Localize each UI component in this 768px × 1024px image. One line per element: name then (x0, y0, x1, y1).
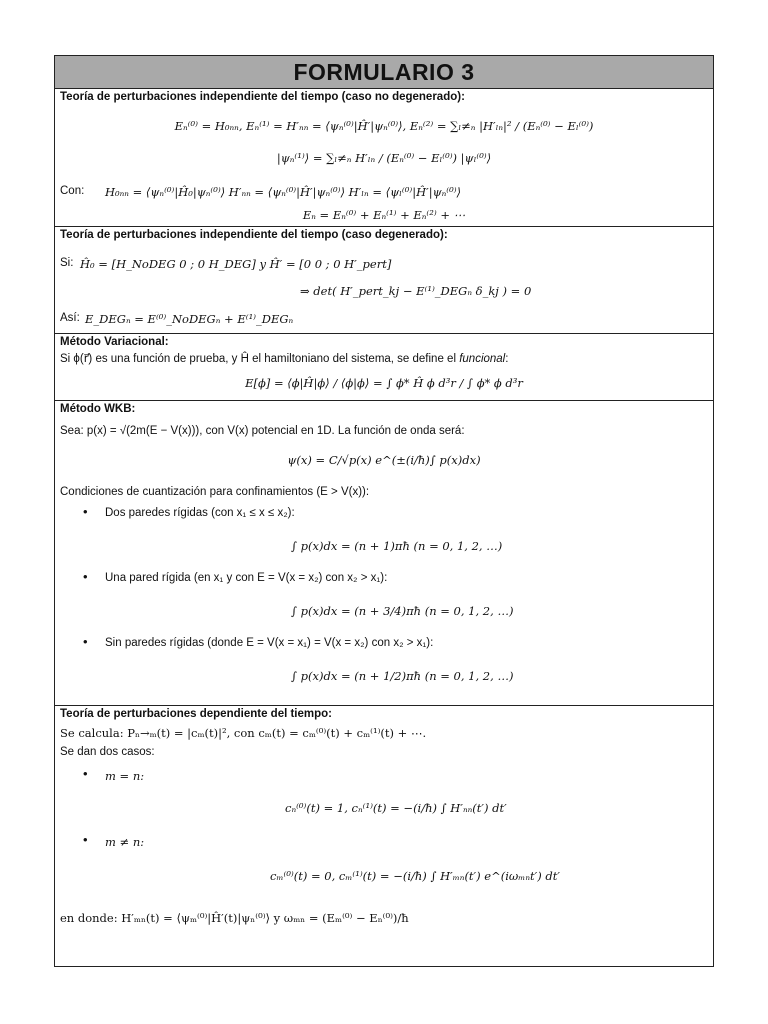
section-time-dependent (55, 706, 713, 966)
case-label: Sin paredes rígidas (donde E = V(x = x₁) = V(x = x₂) con x₂ > x₁): (105, 637, 434, 649)
equation: E[ϕ] = ⟨ϕ|Ĥ|ϕ⟩ / ⟨ϕ|ϕ⟩ = ∫ ϕ* Ĥ ϕ d³r / ∫ ϕ* ϕ d³r (245, 376, 523, 390)
equation: ∫ p(x)dx = (n + 1)πħ (n = 0, 1, 2, …) (291, 539, 503, 553)
bullet-icon: • (83, 832, 88, 847)
quantization-text: Condiciones de cuantización para confinamientos (E > V(x)): (60, 486, 370, 498)
equation: Eₙ = Eₙ⁽⁰⁾ + Eₙ⁽¹⁾ + Eₙ⁽²⁾ + ⋯ (302, 208, 466, 222)
text: : (505, 353, 509, 365)
con-label: Con: (60, 185, 85, 197)
equation: cₙ⁽⁰⁾(t) = 1, cₙ⁽¹⁾(t) = −(i/ħ) ∫ H′ₙₙ(t′) dt′ (285, 801, 507, 815)
wkb-definition: Sea: p(x) = √(2m(E − V(x))), con V(x) potencial en 1D. La función de onda será: (60, 425, 465, 437)
bullet-icon: • (83, 766, 88, 781)
bullet-icon: • (83, 504, 88, 519)
case-label: Una pared rígida (en x₁ y con E = V(x = x₂) con x₂ > x₁): (105, 572, 388, 584)
equation: Ĥ₀ = [H_NoDEG 0 ; 0 H_DEG] y Ĥ′ = [0 0 ; 0 H′_pert] (80, 257, 392, 271)
case-label: m = n: (105, 769, 145, 783)
equation: Se calcula: Pₙ→ₘ(t) = |cₘ(t)|², con cₘ(t) = cₘ⁽⁰⁾(t) + cₘ⁽¹⁾(t) + ⋯. (60, 726, 427, 740)
section-nondegenerate (55, 89, 713, 227)
section-heading: Teoría de perturbaciones dependiente del tiempo: (60, 708, 333, 720)
case-label: m ≠ n: (105, 835, 145, 849)
case-label: Dos paredes rígidas (con x₁ ≤ x ≤ x₂): (105, 507, 295, 519)
section-heading: Teoría de perturbaciones independiente del tiempo (caso no degenerado): (60, 91, 465, 103)
formulario-sheet (54, 55, 714, 967)
equation: E_DEGₙ = E⁽⁰⁾_NoDEGₙ + E⁽¹⁾_DEGₙ (85, 312, 294, 326)
section-heading: Método Variacional: (60, 336, 169, 348)
equation: ψ(x) = C/√p(x) e^(±(i/ħ)∫ p(x)dx) (287, 453, 481, 467)
section-degenerate (55, 227, 713, 334)
text-emphasis: funcional (459, 353, 506, 365)
si-label: Si: (60, 257, 74, 269)
section-variational (55, 334, 713, 401)
equation: Eₙ⁽⁰⁾ = H₀ₙₙ, Eₙ⁽¹⁾ = H′ₙₙ = ⟨ψₙ⁽⁰⁾|Ĥ′|ψₙ⁽⁰⁾⟩, Eₙ⁽²⁾ = ∑ₗ≠ₙ |H′ₗₙ|² / (Eₙ⁽⁰⁾ − Eₗ⁽⁰⁾) (174, 119, 594, 133)
section-heading: Teoría de perturbaciones independiente del tiempo (caso degenerado): (60, 229, 448, 241)
text: Si ϕ(r⃗) es una función de prueba, y Ĥ el hamiltoniano del sistema, se define el (60, 353, 460, 365)
section-heading: Método WKB: (60, 403, 136, 415)
page-title: FORMULARIO 3 (55, 56, 713, 89)
equation: H₀ₙₙ = ⟨ψₙ⁽⁰⁾|Ĥ₀|ψₙ⁽⁰⁾⟩ H′ₙₙ = ⟨ψₙ⁽⁰⁾|Ĥ′|ψₙ⁽⁰⁾⟩ H′ₗₙ = ⟨ψₗ⁽⁰⁾|Ĥ′|ψₙ⁽⁰⁾⟩ (105, 185, 462, 199)
equation: ⇒ det( H′_pert_kj − E⁽¹⁾_DEGₙ δ_kj ) = 0 (300, 284, 532, 298)
asi-label: Así: (60, 312, 80, 324)
equation: en donde: H′ₘₙ(t) = ⟨ψₘ⁽⁰⁾|Ĥ′(t)|ψₙ⁽⁰⁾⟩ y ωₘₙ = (Eₘ⁽⁰⁾ − Eₙ⁽⁰⁾)/ħ (60, 911, 409, 925)
equation: ∫ p(x)dx = (n + 3/4)πħ (n = 0, 1, 2, …) (291, 604, 514, 618)
bullet-icon: • (83, 634, 88, 649)
section-wkb (55, 401, 713, 706)
bullet-icon: • (83, 569, 88, 584)
cases-text: Se dan dos casos: (60, 746, 155, 758)
variational-text (60, 351, 508, 365)
equation: cₘ⁽⁰⁾(t) = 0, cₘ⁽¹⁾(t) = −(i/ħ) ∫ H′ₘₙ(t′) e^(iωₘₙt′) dt′ (270, 869, 560, 883)
equation: ∫ p(x)dx = (n + 1/2)πħ (n = 0, 1, 2, …) (291, 669, 514, 683)
equation: |ψₙ⁽¹⁾⟩ = ∑ₗ≠ₙ H′ₗₙ / (Eₙ⁽⁰⁾ − Eₗ⁽⁰⁾) |ψₗ⁽⁰⁾⟩ (276, 151, 492, 165)
